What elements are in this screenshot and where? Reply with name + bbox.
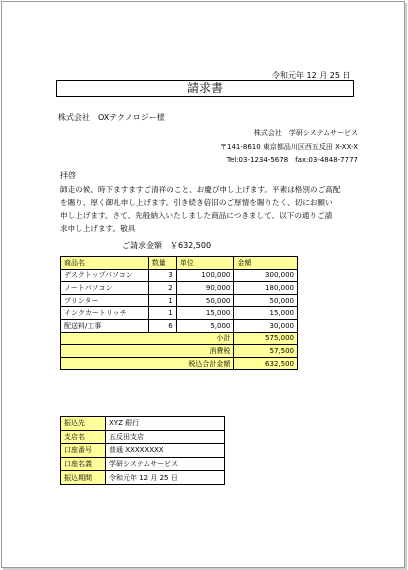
item-name: プリンター	[61, 294, 149, 307]
item-amount: 30,000	[234, 319, 298, 332]
greeting: 拝啓	[60, 171, 76, 180]
items-table	[60, 256, 298, 370]
subtotal-value: 575,000	[234, 332, 298, 345]
bank-label: 振込先	[61, 417, 106, 431]
recipient-name: 株式会社 OXテクノロジー様	[58, 113, 165, 122]
table-row	[61, 319, 298, 332]
item-qty: 2	[148, 282, 176, 295]
item-amount: 50,000	[234, 294, 298, 307]
table-row	[61, 307, 298, 320]
bank-label: 支店名	[61, 430, 106, 444]
bank-label: 振込期間	[61, 471, 106, 485]
tax-label: 消費税	[61, 345, 234, 358]
bank-row	[61, 417, 225, 431]
item-amount: 180,000	[234, 282, 298, 295]
item-name: ノートパソコン	[61, 282, 149, 295]
subtotal-row	[61, 332, 298, 345]
letter-line: 申し上げます。さて、先般納入いたしました商品につきまして、以下の通りご請	[60, 211, 333, 220]
invoice-total-line: ご請求金額 ￥632,500	[122, 241, 212, 250]
item-qty: 1	[148, 307, 176, 320]
item-qty: 1	[148, 294, 176, 307]
table-row	[61, 269, 298, 282]
table-row	[61, 294, 298, 307]
sender-company: 株式会社 学研システムサービス	[253, 129, 358, 137]
item-unit: 90,000	[176, 282, 234, 295]
item-qty: 6	[148, 319, 176, 332]
tax-row	[61, 345, 298, 358]
subtotal-label: 小計	[61, 332, 234, 345]
bank-value: XYZ 銀行	[106, 417, 225, 431]
item-amount: 300,000	[234, 269, 298, 282]
header-quantity: 数量	[148, 257, 176, 270]
issue-date: 令和元年 12 月 25 日	[272, 71, 351, 80]
bank-row	[61, 430, 225, 444]
bank-row	[61, 471, 225, 485]
bank-label: 口座番号	[61, 444, 106, 458]
document-title: 請求書	[56, 80, 354, 97]
bank-value: 学研システムサービス	[106, 457, 225, 471]
letter-line: 師走の候、時下ますますご清祥のこと、お慶び申し上げます。平素は格別のご高配	[60, 185, 341, 194]
letter-line: 求申し上げます。敬具	[60, 224, 136, 233]
table-row	[61, 282, 298, 295]
item-name: 配送料/工事	[61, 319, 149, 332]
grand-total-label: 税込合計金額	[61, 357, 234, 370]
item-unit: 100,000	[176, 269, 234, 282]
bank-label: 口座名義	[61, 457, 106, 471]
item-unit: 50,000	[176, 294, 234, 307]
item-name: インクカートリッチ	[61, 307, 149, 320]
header-unit-price: 単位	[176, 257, 234, 270]
table-header-row	[61, 257, 298, 270]
header-amount: 金額	[234, 257, 298, 270]
grand-total-value: 632,500	[234, 357, 298, 370]
item-unit: 5,000	[176, 319, 234, 332]
item-qty: 3	[148, 269, 176, 282]
sender-contact: Tel:03-1234-5678 fax:03-4848-7777	[226, 156, 358, 164]
bank-info-table	[60, 416, 225, 485]
item-amount: 15,000	[234, 307, 298, 320]
header-item-name: 商品名	[61, 257, 149, 270]
tax-value: 57,500	[234, 345, 298, 358]
bank-value: 五反田支店	[106, 430, 225, 444]
grand-total-row	[61, 357, 298, 370]
letter-line: を賜り、厚く御礼申し上げます。引き続き倍旧のご厚情を賜りたく、切にお願い	[60, 198, 333, 207]
item-name: デスクトップパソコン	[61, 269, 149, 282]
bank-row	[61, 457, 225, 471]
bank-row	[61, 444, 225, 458]
sender-address: 〒141-8610 東京都品川区西五反田 X-XX-X	[220, 143, 358, 151]
bank-value: 普通 XXXXXXXX	[106, 444, 225, 458]
bank-value: 令和元年 12 月 25 日	[106, 471, 225, 485]
letter-body	[60, 183, 360, 235]
item-unit: 15,000	[176, 307, 234, 320]
